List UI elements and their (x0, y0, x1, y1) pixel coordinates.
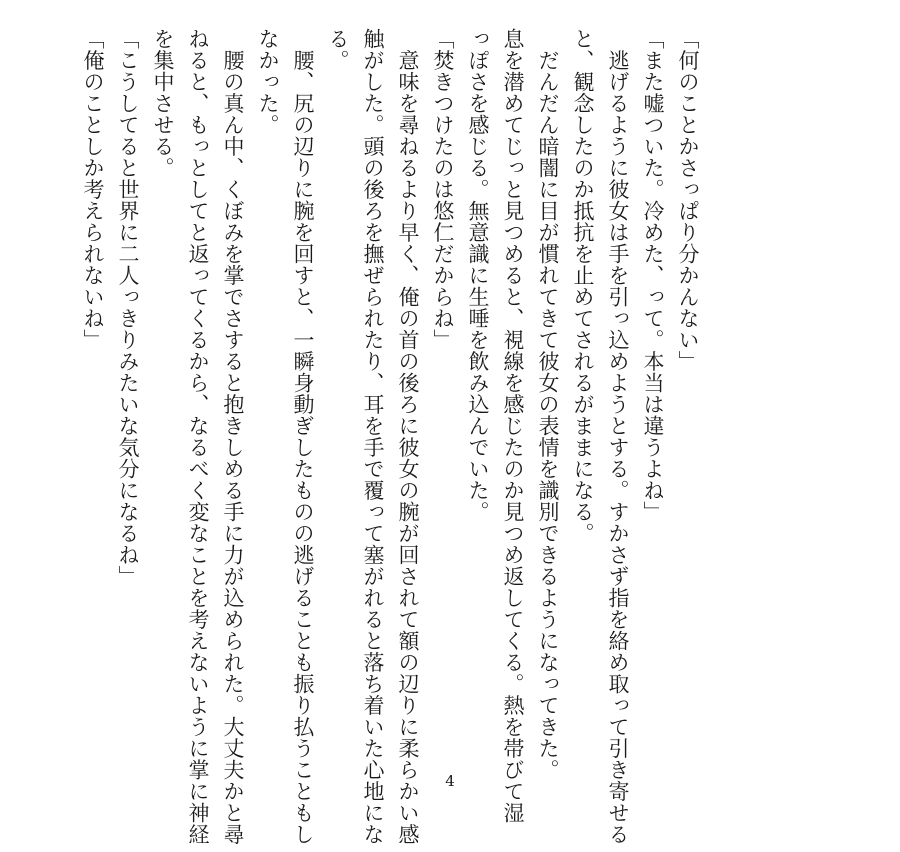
text-line: る。 (326, 28, 350, 71)
text-line: 意味を尋ねるより早く、俺の首の後ろに彼女の腕が回されて額の辺りに柔らかい感 (396, 28, 420, 845)
text-line: 「何のことかさっぱり分かんない」 (676, 28, 700, 372)
text-line: なかった。 (256, 28, 280, 136)
text-line: 腰の真ん中、くぼみを掌でさすると抱きしめる手に力が込められた。大丈夫かと尋 (221, 28, 245, 845)
text-line: 息を潜めてじっと見つめると、視線を感じたのか見つめ返してくる。熱を帯びて湿 (501, 28, 525, 824)
text-line: を集中させる。 (151, 28, 175, 179)
text-line: 腰、尻の辺りに腕を回すと、一瞬身動ぎしたものの逃げることも振り払うこともし (291, 28, 315, 845)
text-line: だんだん暗闇に目が慣れてきて彼女の表情を識別できるようになってきた。 (536, 28, 560, 781)
text-line: ねると、もっとしてと返ってくるから、なるべく変なことを考えないように掌に神経 (186, 28, 210, 845)
text-line: 逃げるように彼女は手を引っ込めようとする。すかさず指を絡め取って引き寄せる (606, 28, 630, 845)
text-line: と、観念したのか抵抗を止めてされるがままになる。 (571, 28, 595, 544)
text-line: 触がした。頭の後ろを撫ぜられたり、耳を手で覆って塞がれると落ち着いた心地にな (361, 28, 385, 845)
text-line: っぽさを感じる。無意識に生唾を飲み込んでいた。 (466, 28, 490, 523)
text-line: 「こうしてると世界に二人っきりみたいな気分になるね」 (116, 28, 140, 587)
text-line: 「俺のことしか考えられないね」 (81, 28, 105, 351)
text-line: 「また嘘ついた。冷めた、って。本当は違うよね」 (641, 28, 665, 523)
page-number: 4 (445, 772, 455, 790)
text-line: 「焚きつけたのは悠仁だからね」 (431, 28, 455, 351)
body-text (75, 28, 705, 845)
